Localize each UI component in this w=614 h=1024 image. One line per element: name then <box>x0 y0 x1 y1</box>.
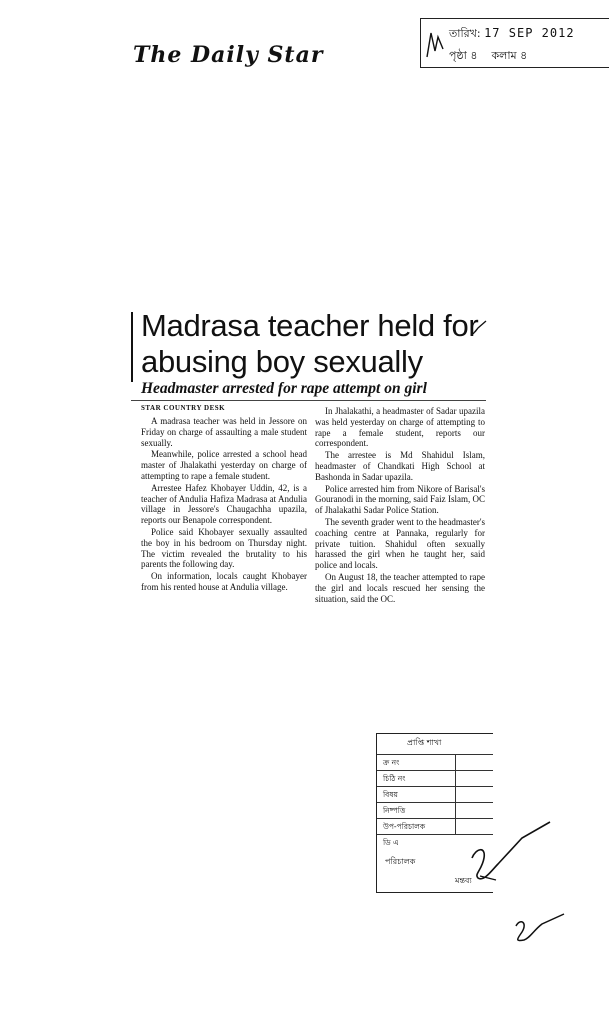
article-headline <box>141 308 481 380</box>
form-side-label: পরিচালক <box>385 857 416 866</box>
form-header <box>377 734 493 754</box>
form-row-label: উপ-পরিচালক <box>383 822 426 831</box>
handwritten-scribble-icon <box>508 910 568 950</box>
stamp-date-label: তারিখ: <box>449 27 481 40</box>
paragraph: Arrestee Hafez Khobayer Uddin, 42, is a teacher of Andulia Hafiza Madrasa at Andulia village in Jessore's Chaugachha upazila, reports our Benapole correspondent. <box>141 482 307 526</box>
form-row <box>377 770 493 787</box>
stamp-column-label: কলাম <box>491 49 517 62</box>
paragraph: Meanwhile, police arrested a school head master of Jhalakathi yesterday on charge of attempting to rape a female student. <box>141 449 307 481</box>
paragraph: On August 18, the teacher attempted to rape the girl and locals rescued her sensing the situation, said the OC. <box>315 571 485 604</box>
form-row-label: ডি এ <box>383 838 399 847</box>
headline-bracket <box>131 312 133 382</box>
form-row-label: চিঠি নং <box>383 774 406 783</box>
pen-tick-icon <box>470 318 490 338</box>
stamp-page-label: পৃষ্ঠা <box>449 49 467 62</box>
paragraph: Police said Khobayer sexually assaulted the boy in his bedroom on Thursday night. The victim revealed the brutality to his parents the following day. <box>141 526 307 570</box>
signature-icon <box>462 818 552 888</box>
date-stamp <box>420 18 609 68</box>
form-row <box>377 754 493 771</box>
form-title: প্রাপ্তি শাখা <box>407 738 442 747</box>
form-row-label: ক্র নং <box>383 758 400 767</box>
form-row <box>377 786 493 803</box>
article-column-1 <box>141 416 307 594</box>
subhead-rule <box>131 400 486 401</box>
form-row-label: নিষ্পত্তি <box>383 806 406 815</box>
stamp-page-value: ৪ <box>470 49 478 62</box>
article-byline: STAR COUNTRY DESK <box>141 404 226 412</box>
form-row <box>377 802 493 819</box>
article-column-2 <box>315 406 485 605</box>
form-footer-label: মন্তব্য <box>455 876 472 885</box>
paragraph: Police arrested him from Nikore of Barisal's Gouranodi in the morning, said Faiz Islam, OC of Jhalakathi Sadar Police Station. <box>315 483 485 516</box>
paragraph: In Jhalakathi, a headmaster of Sadar upazila was held yesterday on charge of attempting to rape a female student, reports our correspondent. <box>315 406 485 449</box>
stamp-page-row <box>449 47 527 66</box>
stamp-date-value: 17 SEP 2012 <box>484 26 575 40</box>
headline-line-2: abusing boy sexually <box>141 344 423 379</box>
headline-line-1: Madrasa teacher held for <box>141 308 479 343</box>
stamp-column-value: ৪ <box>520 49 528 62</box>
newspaper-masthead: The Daily Star <box>133 42 324 68</box>
paragraph: A madrasa teacher was held in Jessore on Friday on charge of assaulting a male student sexually. <box>141 416 307 448</box>
form-row-label: বিষয় <box>383 790 398 799</box>
paragraph: On information, locals caught Khobayer from his rented house at Andulia village. <box>141 571 307 592</box>
article-subhead: Headmaster arrested for rape attempt on girl <box>141 380 427 397</box>
handwritten-mark-icon <box>425 29 445 59</box>
paragraph: The arrestee is Md Shahidul Islam, headmaster of Chandkati High School at Bashonda in Sadar upazila. <box>315 450 485 482</box>
paragraph: The seventh grader went to the headmaster's coaching centre at Pannaka, regularly for private tuition. Shahidul often sexually harassed the girl when he taught her, said police and locals. <box>315 516 485 571</box>
stamp-date-row <box>449 25 575 44</box>
